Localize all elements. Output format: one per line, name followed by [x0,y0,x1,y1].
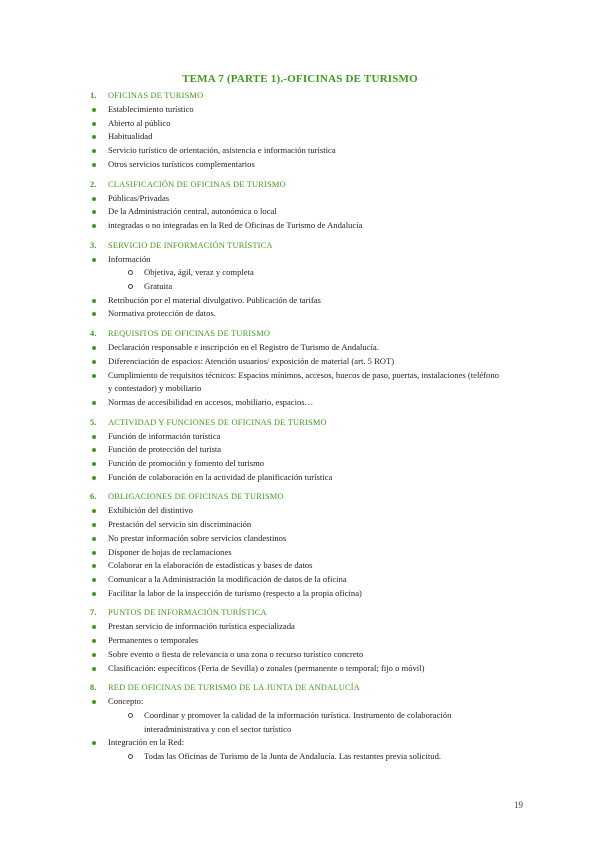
section-heading [0,681,600,695]
list-item [0,518,600,532]
list-item-text: Función de colaboración en la actividad de planificación turística [108,471,333,482]
bullet-icon [92,122,96,126]
list-item [0,103,600,117]
circle-bullet-icon [128,270,133,275]
section-heading-text: RED DE OFICINAS DE TURISMO DE LA JUNTA DE ANDALUCÍA [108,683,361,693]
bullet-icon [92,667,96,671]
list-item-text: Función de información turística [108,430,221,441]
list-item [0,144,600,158]
list-item-text: Normas de accesibilidad en accesos, mobiliario, espacios… [108,396,314,407]
section-heading [0,327,600,341]
list-item-text: Abierto al público [108,117,171,128]
list-item [0,130,600,144]
section-8 [0,681,600,764]
list-item [0,648,600,662]
bullet-icon [92,578,96,582]
section-heading-text: SERVICIO DE INFORMACIÓN TURÍSTICA [108,240,273,250]
section-number: 3. [90,240,97,250]
list-item [0,471,600,485]
list-item-text: Prestación del servicio sin discriminación [108,519,252,530]
list-item [0,695,600,709]
sub-list-item-text: Objetiva, ágil, veraz y completa [144,267,254,278]
list-item [0,587,600,601]
list-item [0,532,600,546]
bullet-icon [92,360,96,364]
list-item [0,369,600,396]
bullet-icon [92,462,96,466]
list-item [0,117,600,131]
bullet-icon [92,149,96,153]
list-item-text: Prestan servicio de información turística especializada [108,621,295,632]
list-item-text: Colaborar en la elaboración de estadísticas y bases de datos [108,560,313,571]
bullet-icon [92,135,96,139]
section-number: 6. [90,492,97,502]
list-item-text: Clasificación: específicos (Feria de Sevilla) o zonales (permanente o temporal; fijo o móvil) [108,662,425,673]
section-2 [0,178,600,233]
sub-list-item [0,750,600,764]
section-heading-text: REQUISITOS DE OFICINAS DE TURISMO [108,329,271,339]
list-item [0,443,600,457]
bullet-icon [92,448,96,452]
page-number: 19 [514,800,523,810]
list-item [0,341,600,355]
list-item [0,307,600,321]
list-item-text: Integración en la Red: [108,737,185,748]
bullet-icon [92,435,96,439]
list-item-text: Servicio turístico de orientación, asistencia e información turística [108,145,336,156]
list-item [0,205,600,219]
sub-list-item [0,280,600,294]
section-heading-text: OBLIGACIONES DE OFICINAS DE TURISMO [108,492,284,502]
bullet-icon [92,523,96,527]
list-item-text: Función de protección del turista [108,444,222,455]
list-item [0,253,600,267]
list-item [0,158,600,172]
list-item-text: De la Administración central, autonómica o local [108,206,277,217]
section-number: 1. [90,91,97,100]
list-item-text: Establecimiento turístico [108,104,194,114]
bullet-icon [92,537,96,541]
list-item [0,634,600,648]
section-5 [0,416,600,485]
section-heading [0,239,600,253]
section-7 [0,606,600,675]
section-number: 4. [90,329,97,339]
list-item-text: Información [108,253,151,264]
section-4 [0,327,600,410]
list-item [0,573,600,587]
list-item-text: Exhibición del distintivo [108,505,193,516]
sub-list-item [0,709,600,736]
bullet-icon [92,509,96,513]
bullet-icon [92,653,96,657]
bullet-icon [92,639,96,643]
section-1 [0,89,600,172]
list-item-text: Función de promoción y fomento del turismo [108,458,265,469]
list-item [0,219,600,233]
bullet-icon [92,224,96,228]
list-item-text: Otros servicios turísticos complementarios [108,158,255,169]
list-item [0,355,600,369]
bullet-icon [92,197,96,201]
list-item-text: Disponer de hojas de reclamaciones [108,546,232,557]
section-number: 5. [90,417,97,427]
sub-list-item-text: Coordinar y promover la calidad de la información turística. Instrumento de colaboración interadministrativa y con el sector turístico [144,709,452,734]
bullet-icon [92,163,96,167]
list-item-text: Facilitar la labor de la inspección de turismo (respecto a la propia oficina) [108,587,362,598]
circle-bullet-icon [128,713,133,718]
list-item-text: Sobre evento o fiesta de relevancia o una zona o recurso turístico concreto [108,648,364,659]
section-number: 7. [90,608,97,618]
list-item-text: Públicas/Privadas [108,192,170,203]
list-item-text: Habitualidad [108,131,153,142]
list-item [0,504,600,518]
list-item [0,457,600,471]
list-item [0,430,600,444]
list-item-text: Cumplimiento de requisitos técnicos: Espacios mínimos, accesos, huecos de paso, puertas, instalaciones (teléfono y contestador) y mobiliario [108,369,499,394]
bullet-icon [92,741,96,745]
circle-bullet-icon [128,284,133,289]
section-heading [0,89,600,103]
list-item-text: Permanentes o temporales [108,635,199,646]
section-heading-text: ACTIVIDAD Y FUNCIONES DE OFICINAS DE TURISMO [108,417,327,427]
list-item [0,396,600,410]
section-heading [0,178,600,192]
bullet-icon [92,564,96,568]
bullet-icon [92,346,96,350]
bullet-icon [92,312,96,316]
bullet-icon [92,625,96,629]
list-item-text: integradas o no integradas en la Red de Oficinas de Turismo de Andalucía [108,219,363,230]
bullet-icon [92,476,96,480]
list-item-text: Comunicar a la Administración la modificación de datos de la oficina [108,573,347,584]
document-title: TEMA 7 (PARTE 1).-OFICINAS DE TURISMO [182,73,418,85]
bullet-icon [92,374,96,378]
list-item [0,736,600,750]
bullet-icon [92,551,96,555]
list-item-text: Concepto: [108,696,144,707]
document-body [0,89,600,770]
bullet-icon [92,108,96,112]
section-heading [0,416,600,430]
list-item [0,559,600,573]
section-heading [0,606,600,620]
section-3 [0,239,600,322]
bullet-icon [92,401,96,405]
circle-bullet-icon [128,754,133,759]
sub-list-item-text: Todas las Oficinas de Turismo de la Junta de Andalucía. Las restantes previa solicitud. [144,751,442,762]
list-item [0,662,600,676]
bullet-icon [92,299,96,303]
section-heading-text: OFICINAS DE TURISMO [108,91,204,100]
list-item [0,294,600,308]
list-item-text: No prestar información sobre servicios clandestinos [108,532,287,543]
bullet-icon [92,700,96,704]
sub-list-item-text: Gratuita [144,281,173,292]
section-heading [0,490,600,504]
list-item [0,546,600,560]
bullet-icon [92,258,96,262]
section-number: 2. [90,179,97,189]
list-item-text: Diferenciación de espacios: Atención usuarios/ exposición de material (art. 5 ROT) [108,355,395,366]
section-heading-text: CLASIFICACIÓN DE OFICINAS DE TURISMO [108,179,286,189]
section-heading-text: PUNTOS DE INFORMACIÓN TURÍSTICA [108,608,267,618]
list-item-text: Declaración responsable e inscripción en el Registro de Turismo de Andalucía. [108,342,379,353]
list-item-text: Normativa protección de datos. [108,308,216,319]
section-6 [0,490,600,600]
section-number: 8. [90,683,97,693]
bullet-icon [92,592,96,596]
sub-list-item [0,266,600,280]
list-item-text: Retribución por el material divulgativo. Publicación de tarifas [108,294,321,305]
bullet-icon [92,210,96,214]
list-item [0,620,600,634]
list-item [0,192,600,206]
